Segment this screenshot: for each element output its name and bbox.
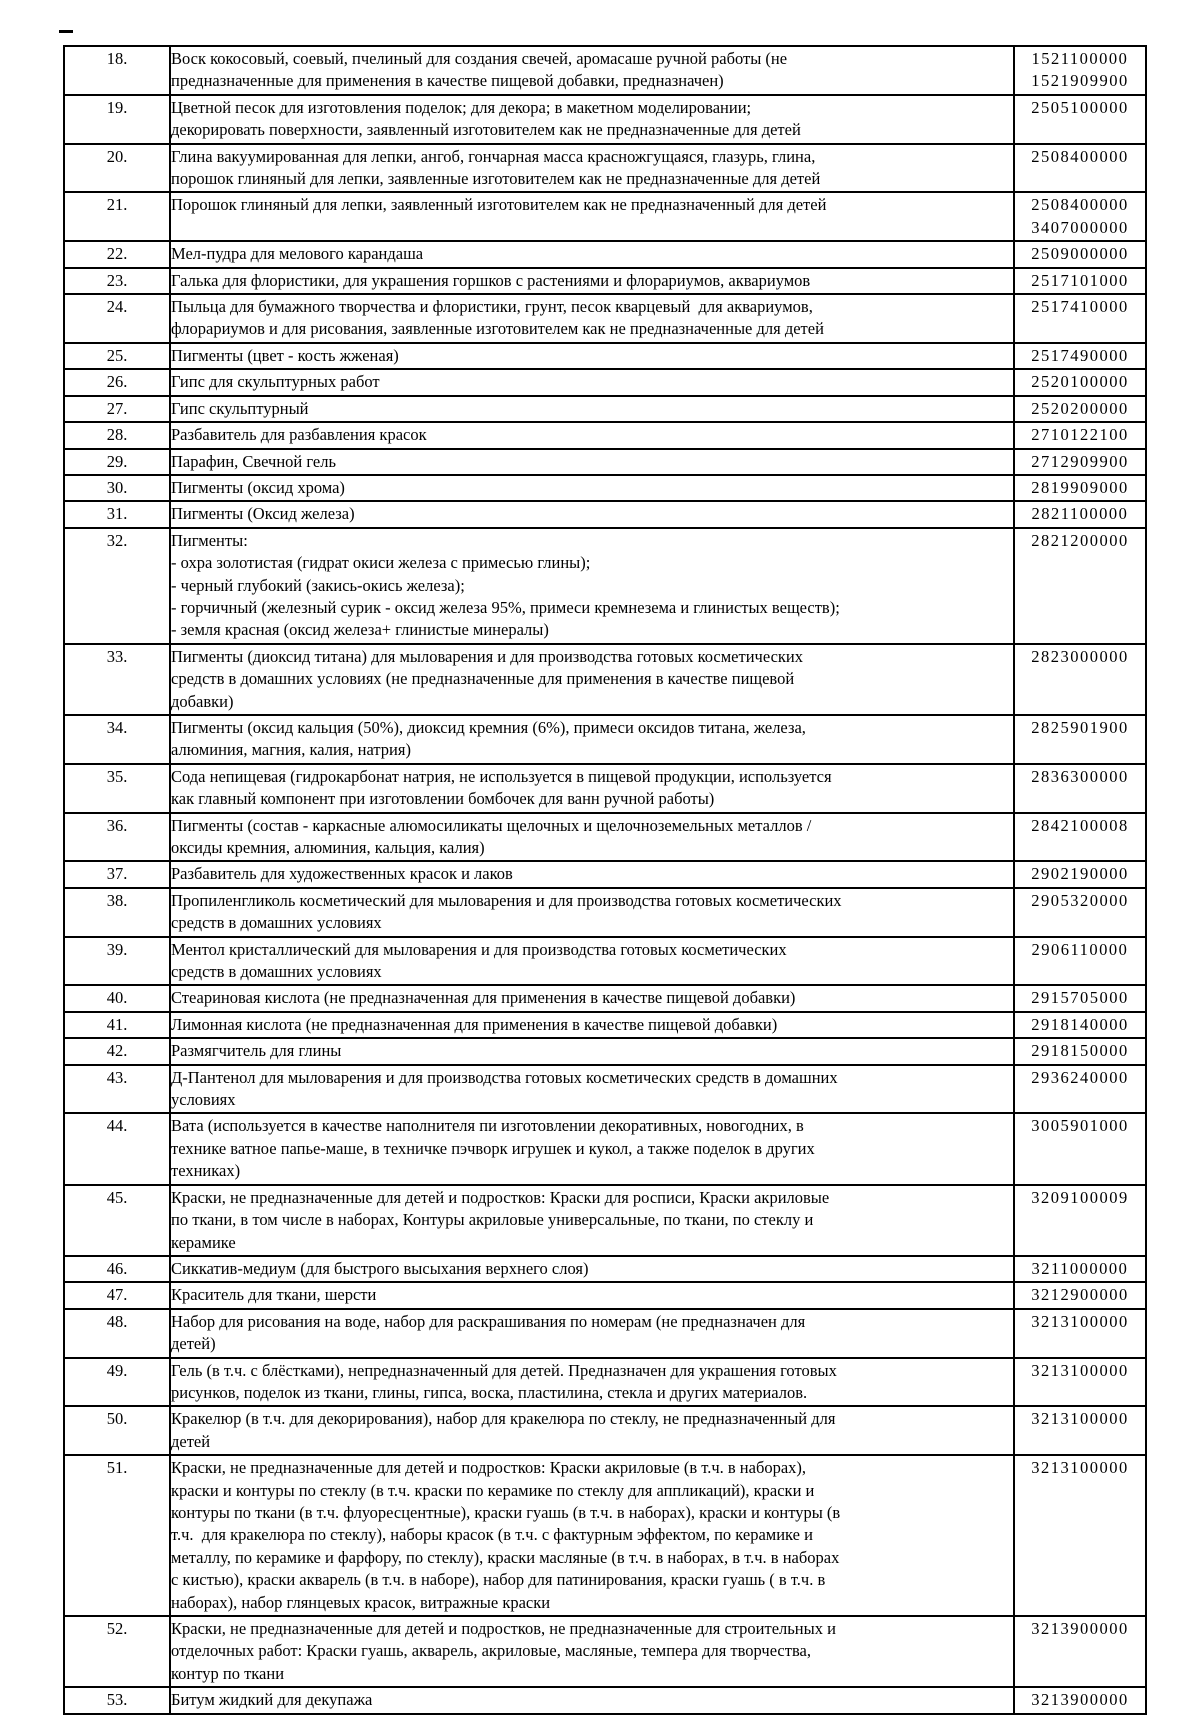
- description-cell: [170, 1616, 1014, 1687]
- table-row: [64, 1038, 1146, 1064]
- row-number-cell: 41.: [64, 1012, 170, 1038]
- description-line: средств в домашних условиях (не предназначенные для применения в качестве пищевой: [171, 669, 795, 689]
- description-cell: [170, 1406, 1014, 1455]
- code-cell: [1014, 241, 1146, 267]
- description-line: Пыльца для бумажного творчества и флористики, грунт, песок кварцевый для аквариумов,: [171, 297, 813, 317]
- description-cell: [170, 937, 1014, 986]
- table-row: [64, 241, 1146, 267]
- description-cell: [170, 268, 1014, 294]
- tnved-code: 2918140000: [1031, 1014, 1129, 1034]
- description-cell: [170, 813, 1014, 862]
- description-line: Разбавитель для разбавления красок: [171, 425, 427, 445]
- description-cell: [170, 501, 1014, 527]
- description-cell: [170, 1309, 1014, 1358]
- description-cell: [170, 1256, 1014, 1282]
- description-line: Пигменты (оксид хрома): [171, 477, 345, 497]
- description-line: Парафин, Свечной гель: [171, 451, 336, 471]
- tnved-code: 1521100000: [1031, 49, 1129, 68]
- description-line: - горчичный (железный сурик - оксид железа 95%, примеси кремнезема и глинистых веществ);: [171, 597, 840, 617]
- description-line: Сода непищевая (гидрокарбонат натрия, не используется в пищевой продукции, используется: [171, 766, 832, 786]
- table-row: [64, 528, 1146, 644]
- description-cell: [170, 764, 1014, 813]
- row-number-cell: 51.: [64, 1455, 170, 1616]
- description-line: предназначенные для применения в качестве пищевой добавки, предназначен): [171, 71, 724, 91]
- code-cell: [1014, 1282, 1146, 1308]
- table-row: [64, 501, 1146, 527]
- description-cell: [170, 343, 1014, 369]
- description-line: краски и контуры по стеклу (в т.ч. краски по керамике по стеклу для аппликаций), краски и: [171, 1480, 815, 1500]
- code-cell: [1014, 46, 1146, 95]
- code-cell: [1014, 396, 1146, 422]
- description-line: Галька для флористики, для украшения горшков с растениями и флорариумов, аквариумов: [171, 270, 811, 290]
- description-line: порошок глиняный для лепки, заявленные изготовителем как не предназначенные для детей: [171, 169, 821, 189]
- table-row: [64, 46, 1146, 95]
- table-row: [64, 1065, 1146, 1114]
- description-cell: [170, 1185, 1014, 1256]
- tnved-code: 2710122100: [1031, 425, 1129, 445]
- description-cell: [170, 1455, 1014, 1616]
- description-line: - охра золотистая (гидрат окиси железа с примесью глины);: [171, 553, 591, 573]
- description-line: Разбавитель для художественных красок и лаков: [171, 864, 513, 884]
- description-line: т.ч. для кракелюра по стеклу), наборы красок (в т.ч. с фактурным эффектом, по керамике и: [171, 1525, 813, 1545]
- table-row: [64, 888, 1146, 937]
- row-number-cell: 34.: [64, 715, 170, 764]
- row-number-cell: 31.: [64, 501, 170, 527]
- table-row: [64, 369, 1146, 395]
- code-cell: [1014, 192, 1146, 241]
- description-line: Вата (используется в качестве наполнителя пи изготовлении декоративных, новогодних, в: [171, 1116, 804, 1136]
- description-line: Пигменты (Оксид железа): [171, 504, 355, 524]
- table-row: [64, 861, 1146, 887]
- table-row: [64, 192, 1146, 241]
- description-line: Сиккатив-медиум (для быстрого высыхания верхнего слоя): [171, 1258, 589, 1278]
- table-row: [64, 294, 1146, 343]
- code-cell: [1014, 449, 1146, 475]
- tnved-code: 3213900000: [1031, 1619, 1129, 1638]
- description-line: технике ватное папье-маше, в техничке пэчворк игрушек и кукол, а также поделок в других: [171, 1138, 815, 1158]
- tnved-code: 3407000000: [1031, 217, 1129, 237]
- description-line: Пропиленгликоль косметический для мыловарения и для производства готовых косметических: [171, 890, 842, 910]
- row-number-cell: 49.: [64, 1358, 170, 1407]
- goods-codes-table: [63, 45, 1147, 1715]
- table-row: [64, 1358, 1146, 1407]
- description-cell: [170, 1113, 1014, 1184]
- table-row: [64, 396, 1146, 422]
- tnved-code: 2821100000: [1031, 504, 1129, 524]
- description-cell: [170, 644, 1014, 715]
- codes-table-body: [64, 46, 1146, 1714]
- row-number-cell: 19.: [64, 95, 170, 144]
- code-cell: [1014, 1309, 1146, 1358]
- code-cell: [1014, 1406, 1146, 1455]
- row-number-cell: 20.: [64, 144, 170, 193]
- row-number-cell: 24.: [64, 294, 170, 343]
- tnved-code: 2823000000: [1031, 646, 1129, 666]
- code-cell: [1014, 369, 1146, 395]
- code-cell: [1014, 888, 1146, 937]
- row-number-cell: 32.: [64, 528, 170, 644]
- tnved-code: 3209100009: [1031, 1187, 1129, 1207]
- description-line: Пигменты (оксид кальция (50%), диоксид кремния (6%), примеси оксидов титана, железа,: [171, 717, 806, 737]
- table-row: [64, 985, 1146, 1011]
- tnved-code: 2712909900: [1031, 451, 1129, 471]
- tnved-code: 2508400000: [1031, 195, 1129, 215]
- description-line: добавки): [171, 691, 234, 711]
- description-cell: [170, 1358, 1014, 1407]
- tnved-code: 2819909000: [1031, 477, 1129, 497]
- description-line: Пигменты (диоксид титана) для мыловарения и для производства готовых косметических: [171, 646, 803, 666]
- description-line: алюминия, магния, калия, натрия): [171, 740, 411, 760]
- tnved-code: 2517490000: [1031, 345, 1129, 365]
- description-cell: [170, 294, 1014, 343]
- table-row: [64, 422, 1146, 448]
- row-number-cell: 43.: [64, 1065, 170, 1114]
- tnved-code: 2505100000: [1031, 97, 1129, 117]
- row-number-cell: 47.: [64, 1282, 170, 1308]
- tnved-code: 3005901000: [1031, 1116, 1129, 1136]
- description-line: Краситель для ткани, шерсти: [171, 1285, 377, 1305]
- row-number-cell: 21.: [64, 192, 170, 241]
- description-line: Кракелюр (в т.ч. для декорирования), набор для кракелюра по стеклу, не предназначенный для: [171, 1409, 836, 1429]
- code-cell: [1014, 1687, 1146, 1713]
- row-number-cell: 44.: [64, 1113, 170, 1184]
- tnved-code: 3213100000: [1031, 1360, 1129, 1380]
- tnved-code: 1521909900: [1031, 71, 1129, 91]
- code-cell: [1014, 343, 1146, 369]
- table-row: [64, 1282, 1146, 1308]
- description-cell: [170, 144, 1014, 193]
- table-row: [64, 1406, 1146, 1455]
- description-line: - земля красная (оксид железа+ глинистые минералы): [171, 620, 549, 640]
- description-line: Пигменты (цвет - кость жженая): [171, 345, 399, 365]
- row-number-cell: 45.: [64, 1185, 170, 1256]
- description-line: контур по ткани: [171, 1663, 285, 1683]
- code-cell: [1014, 764, 1146, 813]
- code-cell: [1014, 1065, 1146, 1114]
- table-row: [64, 449, 1146, 475]
- table-row: [64, 95, 1146, 144]
- tnved-code: 2836300000: [1031, 766, 1129, 786]
- row-number-cell: 53.: [64, 1687, 170, 1713]
- description-cell: [170, 861, 1014, 887]
- code-cell: [1014, 715, 1146, 764]
- description-cell: [170, 422, 1014, 448]
- description-line: оксиды кремния, алюминия, кальция, калия): [171, 838, 485, 857]
- description-line: Порошок глиняный для лепки, заявленный изготовителем как не предназначенный для детей: [171, 195, 827, 215]
- tnved-code: 2918150000: [1031, 1041, 1129, 1061]
- table-row: [64, 1455, 1146, 1616]
- description-line: по ткани, в том числе в наборах, Контуры акриловые универсальные, по ткани, по стеклу и: [171, 1210, 814, 1230]
- description-cell: [170, 528, 1014, 644]
- description-line: Ментол кристаллический для мыловарения и для производства готовых косметических: [171, 939, 787, 959]
- description-line: Пигменты (состав - каркасные алюмосиликаты щелочных и щелочноземельных металлов /: [171, 815, 812, 835]
- table-row: [64, 1309, 1146, 1358]
- table-row: [64, 1616, 1146, 1687]
- code-cell: [1014, 144, 1146, 193]
- tnved-code: 2508400000: [1031, 146, 1129, 166]
- tnved-code: 2821200000: [1031, 530, 1129, 550]
- code-cell: [1014, 985, 1146, 1011]
- code-cell: [1014, 1616, 1146, 1687]
- description-line: керамике: [171, 1232, 236, 1252]
- description-line: условиях: [171, 1090, 236, 1110]
- code-cell: [1014, 1113, 1146, 1184]
- table-row: [64, 475, 1146, 501]
- code-cell: [1014, 528, 1146, 644]
- code-cell: [1014, 1038, 1146, 1064]
- tnved-code: 3211000000: [1031, 1258, 1129, 1278]
- description-line: Краски, не предназначенные для детей и подростков: Краски для росписи, Краски акриловые: [171, 1187, 830, 1207]
- description-line: Краски, не предназначенные для детей и подростков, не предназначенные для строительных и: [171, 1619, 836, 1638]
- table-row: [64, 268, 1146, 294]
- description-line: Пигменты:: [171, 530, 248, 550]
- tnved-code: 2906110000: [1031, 939, 1129, 959]
- table-row: [64, 937, 1146, 986]
- code-cell: [1014, 1455, 1146, 1616]
- table-row: [64, 1687, 1146, 1713]
- description-line: Стеариновая кислота (не предназначенная для применения в качестве пищевой добавки): [171, 988, 796, 1008]
- code-cell: [1014, 1185, 1146, 1256]
- description-cell: [170, 1038, 1014, 1064]
- row-number-cell: 27.: [64, 396, 170, 422]
- row-number-cell: 46.: [64, 1256, 170, 1282]
- description-line: Глина вакуумированная для лепки, ангоб, гончарная масса красножгущаяся, глазурь, глина,: [171, 146, 816, 166]
- description-cell: [170, 1065, 1014, 1114]
- tnved-code: 3213100000: [1031, 1458, 1129, 1478]
- tnved-code: 2905320000: [1031, 890, 1129, 910]
- table-row: [64, 1012, 1146, 1038]
- description-line: детей): [171, 1334, 216, 1354]
- tnved-code: 2936240000: [1031, 1067, 1129, 1087]
- table-row: [64, 644, 1146, 715]
- description-line: Размягчитель для глины: [171, 1041, 342, 1061]
- tnved-code: 2842100008: [1031, 815, 1129, 835]
- tnved-code: 2915705000: [1031, 988, 1129, 1008]
- table-row: [64, 343, 1146, 369]
- code-cell: [1014, 1256, 1146, 1282]
- row-number-cell: 33.: [64, 644, 170, 715]
- description-line: средств в домашних условиях: [171, 962, 382, 982]
- description-cell: [170, 475, 1014, 501]
- tnved-code: 2520200000: [1031, 398, 1129, 418]
- tnved-code: 2517101000: [1031, 270, 1129, 290]
- description-line: наборах), набор глянцевых красок, витражные краски: [171, 1592, 551, 1612]
- code-cell: [1014, 268, 1146, 294]
- row-number-cell: 37.: [64, 861, 170, 887]
- table-row: [64, 1185, 1146, 1256]
- tnved-code: 2902190000: [1031, 864, 1129, 884]
- row-number-cell: 29.: [64, 449, 170, 475]
- tnved-code: 2520100000: [1031, 372, 1129, 392]
- tnved-code: 3213100000: [1031, 1409, 1129, 1429]
- description-cell: [170, 396, 1014, 422]
- row-number-cell: 48.: [64, 1309, 170, 1358]
- description-line: металлу, по керамике и фарфору, по стеклу), краски масляные (в т.ч. в наборах, в т.ч. в наборах: [171, 1547, 840, 1567]
- row-number-cell: 35.: [64, 764, 170, 813]
- tnved-code: 3213900000: [1031, 1690, 1129, 1710]
- description-cell: [170, 369, 1014, 395]
- description-line: техниках): [171, 1161, 241, 1181]
- row-number-cell: 42.: [64, 1038, 170, 1064]
- code-cell: [1014, 1012, 1146, 1038]
- code-cell: [1014, 644, 1146, 715]
- description-line: рисунков, поделок из ткани, глины, гипса, воска, пластилина, стекла и других материалов.: [171, 1382, 808, 1402]
- code-cell: [1014, 475, 1146, 501]
- row-number-cell: 18.: [64, 46, 170, 95]
- table-row: [64, 813, 1146, 862]
- table-row: [64, 764, 1146, 813]
- description-line: Мел-пудра для мелового карандаша: [171, 244, 424, 264]
- row-number-cell: 39.: [64, 937, 170, 986]
- row-number-cell: 36.: [64, 813, 170, 862]
- tnved-code: 2825901900: [1031, 717, 1129, 737]
- description-cell: [170, 241, 1014, 267]
- description-line: отделочных работ: Краски гуашь, акварель, акриловые, масляные, темпера для творчества,: [171, 1641, 811, 1661]
- table-row: [64, 715, 1146, 764]
- description-line: Набор для рисования на воде, набор для раскрашивания по номерам (не предназначен для: [171, 1311, 806, 1331]
- tnved-code: 2509000000: [1031, 244, 1129, 264]
- row-number-cell: 50.: [64, 1406, 170, 1455]
- description-cell: [170, 1012, 1014, 1038]
- description-cell: [170, 888, 1014, 937]
- description-cell: [170, 1282, 1014, 1308]
- code-cell: [1014, 294, 1146, 343]
- description-line: контуры по ткани (в т.ч. флуоресцентные), краски гуашь (в т.ч. в наборах), краски и контуры (в: [171, 1502, 841, 1522]
- row-number-cell: 52.: [64, 1616, 170, 1687]
- table-row: [64, 1113, 1146, 1184]
- description-line: Краски, не предназначенные для детей и подростков: Краски акриловые (в т.ч. в наборах),: [171, 1458, 807, 1478]
- code-cell: [1014, 95, 1146, 144]
- description-line: Воск кокосовый, соевый, пчелиный для создания свечей, аромасаше ручной работы (не: [171, 49, 788, 68]
- description-cell: [170, 46, 1014, 95]
- tnved-code: 3212900000: [1031, 1285, 1129, 1305]
- description-cell: [170, 449, 1014, 475]
- code-cell: [1014, 1358, 1146, 1407]
- description-cell: [170, 715, 1014, 764]
- tnved-code: 2517410000: [1031, 297, 1129, 317]
- table-row: [64, 1256, 1146, 1282]
- description-line: как главный компонент при изготовлении бомбочек для ванн ручной работы): [171, 789, 715, 809]
- description-cell: [170, 985, 1014, 1011]
- code-cell: [1014, 861, 1146, 887]
- code-cell: [1014, 422, 1146, 448]
- row-number-cell: 26.: [64, 369, 170, 395]
- row-number-cell: 22.: [64, 241, 170, 267]
- description-line: с кистью), краски акварель (в т.ч. в наборе), набор для патинирования, краски гуашь ( в т.ч. в: [171, 1570, 826, 1590]
- description-line: Цветной песок для изготовления поделок; для декора; в макетном моделировании;: [171, 97, 752, 117]
- description-cell: [170, 95, 1014, 144]
- code-cell: [1014, 937, 1146, 986]
- description-line: средств в домашних условиях: [171, 913, 382, 933]
- code-cell: [1014, 501, 1146, 527]
- description-line: детей: [171, 1431, 211, 1451]
- description-line: Гель (в т.ч. с блёстками), непредназначенный для детей. Предназначен для украшения готовых: [171, 1360, 837, 1380]
- table-row: [64, 144, 1146, 193]
- row-number-cell: 28.: [64, 422, 170, 448]
- row-number-cell: 23.: [64, 268, 170, 294]
- description-line: Гипс скульптурный: [171, 398, 309, 418]
- description-line: - черный глубокий (закись-окись железа);: [171, 575, 465, 595]
- row-number-cell: 38.: [64, 888, 170, 937]
- description-line: флорариумов и для рисования, заявленные изготовителем как не предназначенные для детей: [171, 319, 824, 339]
- row-number-cell: 25.: [64, 343, 170, 369]
- row-number-cell: 30.: [64, 475, 170, 501]
- previous-table-border-fragment: [59, 30, 73, 33]
- description-line: Гипс для скульптурных работ: [171, 372, 380, 392]
- description-line: Лимонная кислота (не предназначенная для применения в качестве пищевой добавки): [171, 1014, 778, 1034]
- description-line: декорировать поверхности, заявленный изготовителем как не предназначенные для детей: [171, 120, 801, 140]
- description-line: Битум жидкий для декупажа: [171, 1690, 373, 1710]
- description-cell: [170, 1687, 1014, 1713]
- tnved-code: 3213100000: [1031, 1311, 1129, 1331]
- description-line: Д-Пантенол для мыловарения и для производства готовых косметических средств в домашних: [171, 1067, 838, 1087]
- code-cell: [1014, 813, 1146, 862]
- description-cell: [170, 192, 1014, 241]
- row-number-cell: 40.: [64, 985, 170, 1011]
